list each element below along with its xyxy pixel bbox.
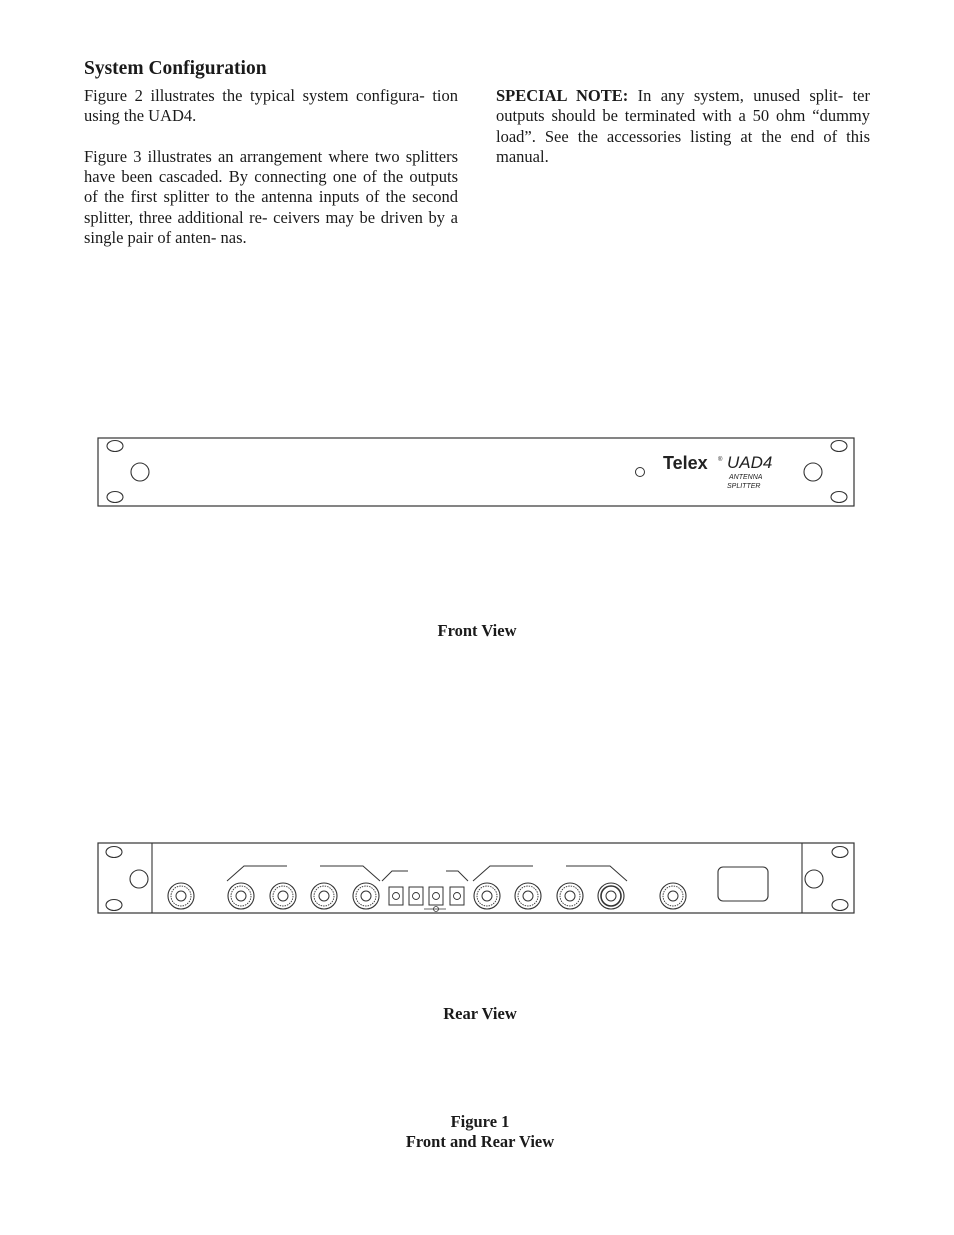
special-note-label: SPECIAL NOTE: [496, 86, 629, 105]
rear-panel-drawing [0, 835, 954, 925]
model-logo: UAD4 [727, 453, 773, 472]
special-note-text: In any system, unused split- ter outputs should be terminated with a 50 ohm “dummy load”. See the accessories listing at the end of this manual. [496, 86, 870, 166]
paragraph-figure-3: Figure 3 illustrates an arrangement where two splitters have been cascaded. By connecting one of the outputs of the first splitter to the antenna inputs of the second splitter, three additional re- ceivers may be driven by a single pair of anten- nas. [84, 146, 458, 248]
left-text-column [84, 86, 458, 269]
front-panel-drawing [0, 430, 954, 520]
section-heading: System Configuration [84, 58, 267, 79]
front-view-caption: Front View [437, 621, 517, 640]
front-panel-outline [98, 438, 854, 506]
model-subtitle: ANTENNA [729, 474, 763, 481]
right-text-column [496, 86, 870, 187]
registered-mark: ® [718, 457, 723, 463]
rear-view-caption: Rear View [443, 1004, 517, 1023]
figure-number: Figure 1 [450, 1112, 510, 1131]
special-note [496, 86, 870, 167]
brand-logo: Telex [663, 453, 708, 473]
model-subtitle: SPLITTER [727, 483, 761, 490]
paragraph-figure-2: Figure 2 illustrates the typical system configura- tion using the UAD4. [84, 86, 458, 126]
figure-title: Front and Rear View [405, 1132, 555, 1151]
